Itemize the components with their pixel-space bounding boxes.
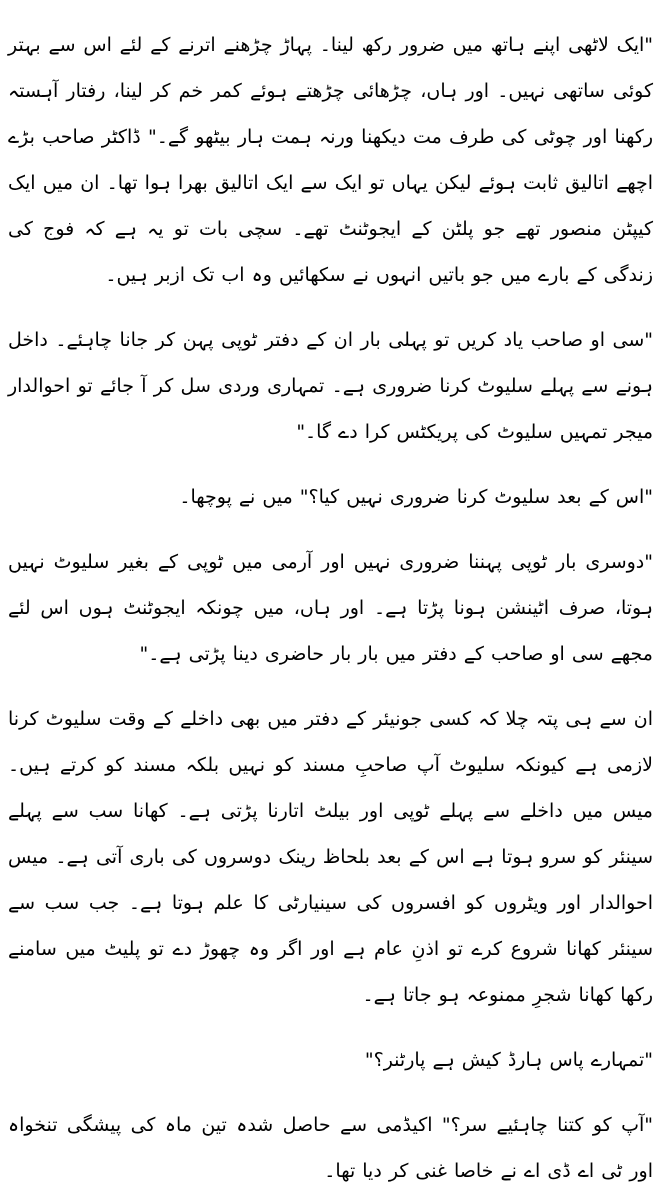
urdu-paragraph-7: "آپ کو کتنا چاہئیے سر؟" اکیڈمی سے حاصل شدہ تین ماہ کی پیشگی تنخواہ اور ٹی اے ڈی اے نے خاصا غنی کر دیا تھا۔ <box>8 1114 653 1182</box>
urdu-paragraph-3: "اس کے بعد سلیوٹ کرنا ضروری نہیں کیا؟" میں نے پوچھا۔ <box>179 486 653 508</box>
urdu-paragraph-6: "تمہارے پاس ہارڈ کیش ہے پارٹنر؟" <box>364 1049 653 1071</box>
urdu-paragraph-2: "سی او صاحب یاد کریں تو پہلی بار ان کے دفتر ٹوپی پہن کر جانا چاہئے۔ داخل ہونے سے پہلے سلیوٹ کرنا ضروری ہے۔ تمہاری وردی سل کر آ جائے تو احوالدار میجر تمہیں سلیوٹ کی پریکٹس کرا دے گا۔" <box>8 329 653 443</box>
urdu-paragraph-1: "ایک لاٹھی اپنے ہاتھ میں ضرور رکھ لینا۔ پہاڑ چڑھنے اترنے کے لئے اس سے بہتر کوئی ساتھی نہیں۔ اور ہاں، چڑھائی چڑھتے ہوئے کمر خم کر لینا، رفتار آہستہ رکھنا اور چوٹی کی طرف مت دیکھنا ورنہ ہمت ہار بیٹھو گے۔" ڈاکٹر صاحب بڑے اچھے اتالیق ثابت ہوئے لیکن یہاں تو ایک سے ایک اتالیق بھرا ہوا تھا۔ ان میں ایک کیپٹن منصور تھے جو پلٹن کے ایجوٹنٹ تھے۔ سچی بات تو یہ ہے کہ فوج کی زندگی کے بارے میں جو باتیں انہوں نے سکھائیں وہ اب تک ازبر ہیں۔ <box>8 34 653 286</box>
urdu-paragraph-4: "دوسری بار ٹوپی پہننا ضروری نہیں اور آرمی میں ٹوپی کے بغیر سلیوٹ نہیں ہوتا، صرف اٹینشن ہونا پڑتا ہے۔ اور ہاں، میں چونکہ ایجوٹنٹ ہوں اس لئے مجھے سی او صاحب کے دفتر میں بار بار حاضری دینا پڑتی ہے۔" <box>8 551 653 665</box>
urdu-paragraph-5: ان سے ہی پتہ چلا کہ کسی جونیئر کے دفتر میں بھی داخلے کے وقت سلیوٹ کرنا لازمی ہے کیونکہ سلیوٹ آپ صاحبِ مسند کو نہیں بلکہ مسند کو کرتے ہیں۔ میس میں داخلے سے پہلے ٹوپی اور بیلٹ اتارنا پڑتی ہے۔ کھانا سب سے پہلے سینئر کو سرو ہوتا ہے اس کے بعد بلحاظ رینک دوسروں کی باری آتی ہے۔ میس احوالدار اور ویٹروں کو افسروں کی سینیارٹی کا علم ہوتا ہے۔ جب سب سے سینئر کھانا شروع کرے تو اذنِ عام ہے اور اگر وہ چھوڑ دے تو پلیٹ میں سامنے رکھا کھانا شجرِ ممنوعہ ہو جاتا ہے۔ <box>8 708 653 1006</box>
